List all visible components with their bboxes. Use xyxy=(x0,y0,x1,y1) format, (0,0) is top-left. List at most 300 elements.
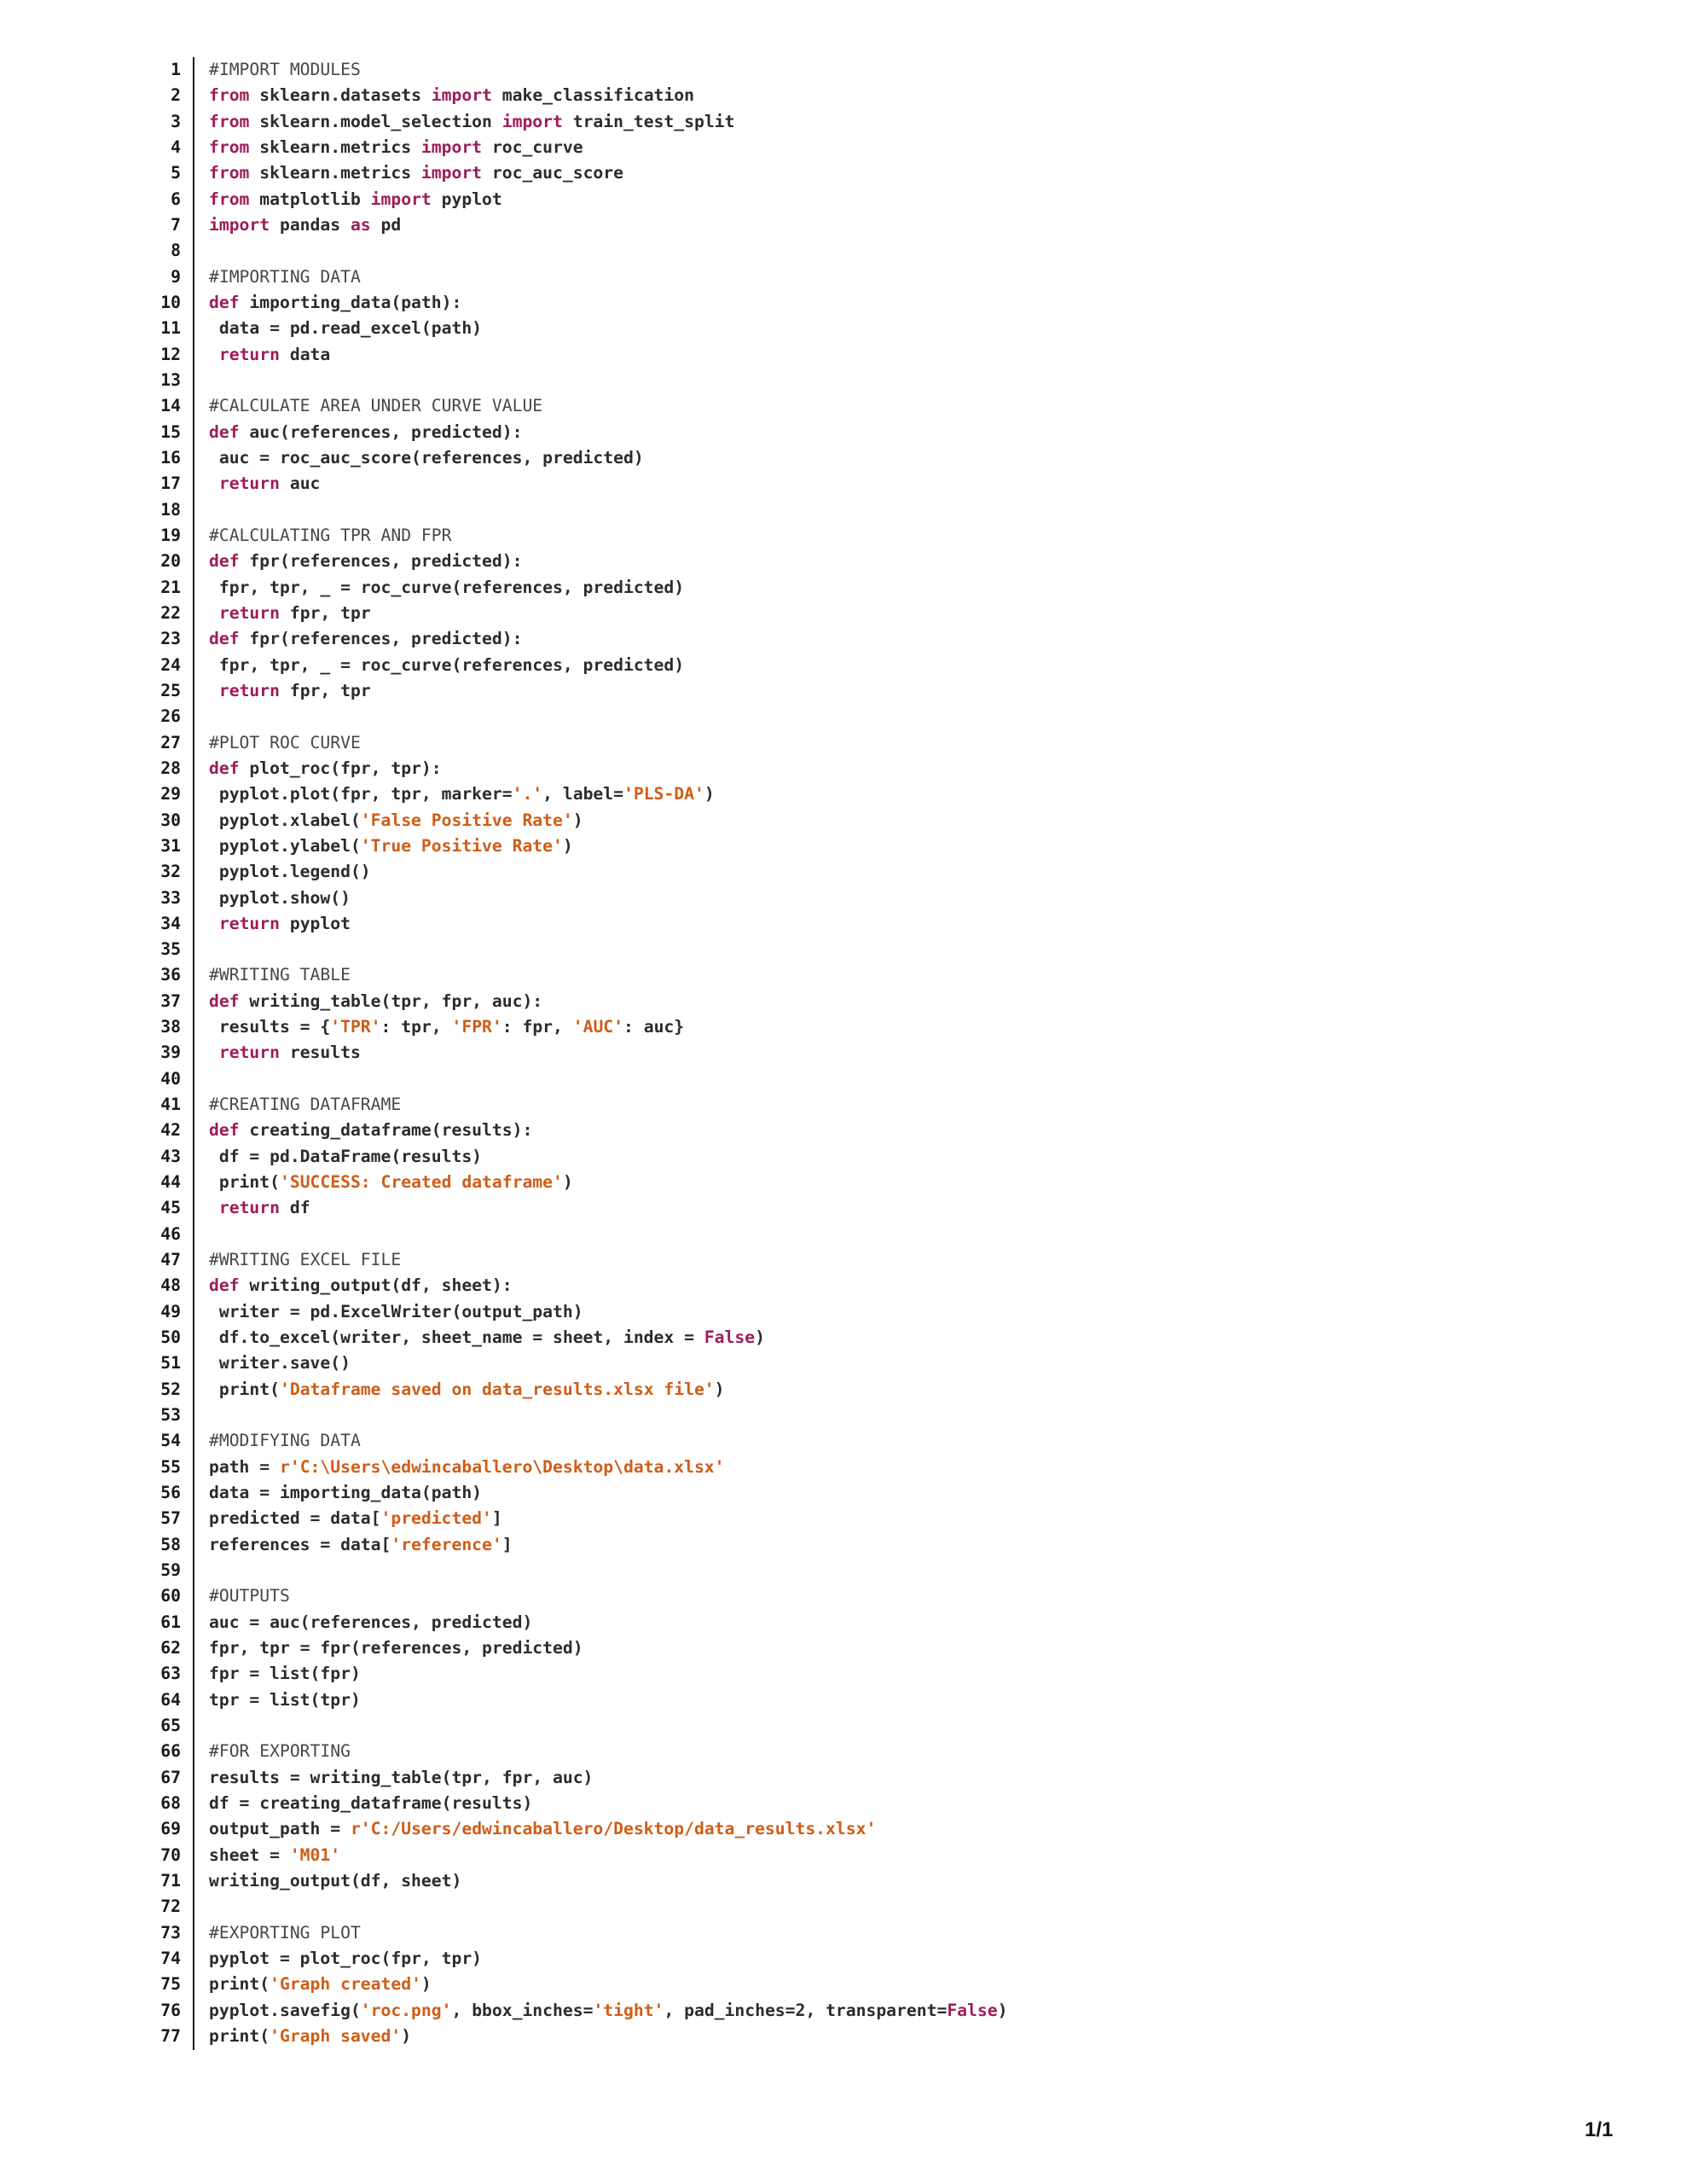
comment-token: #FOR EXPORTING xyxy=(209,1741,351,1762)
keyword-token: return xyxy=(218,680,280,700)
line-content xyxy=(181,393,542,419)
line-content xyxy=(181,1299,583,1325)
line-content xyxy=(181,1170,573,1195)
code-token: data = importing_data(path) xyxy=(209,1483,483,1503)
code-token: , bbox_inches= xyxy=(451,2000,594,2020)
line-content xyxy=(181,1118,532,1143)
line-content xyxy=(181,911,351,937)
keyword-token: return xyxy=(218,1043,280,1063)
code-line xyxy=(136,2024,1007,2049)
keyword-token: False xyxy=(704,1327,756,1348)
keyword-token: from xyxy=(209,189,250,209)
comment-token: #PLOT ROC CURVE xyxy=(209,732,361,752)
code-token: sheet = xyxy=(209,1844,290,1865)
code-line xyxy=(136,1377,1007,1403)
code-token: ) xyxy=(714,1379,725,1399)
string-token: 'TPR' xyxy=(330,1017,381,1037)
line-number: 22 xyxy=(160,602,181,623)
line-content xyxy=(181,1868,461,1894)
keyword-token: def xyxy=(209,758,240,778)
code-token: pd xyxy=(370,214,402,235)
comment-token: #OUTPUTS xyxy=(209,1586,290,1606)
code-token: ] xyxy=(501,1534,513,1554)
line-number: 24 xyxy=(160,654,181,675)
line-content xyxy=(181,1144,482,1170)
code-token: , pad_inches=2, transparent= xyxy=(664,2000,948,2020)
line-number: 45 xyxy=(160,1198,181,1218)
line-number: 58 xyxy=(160,1534,181,1554)
code-token: tpr = list(tpr) xyxy=(209,1689,361,1710)
line-content xyxy=(181,886,351,911)
line-content xyxy=(181,1583,290,1609)
comment-token: #CREATING DATAFRAME xyxy=(209,1095,402,1115)
line-number: 17 xyxy=(160,473,181,494)
line-number: 59 xyxy=(160,1560,181,1581)
keyword-token: def xyxy=(209,292,240,312)
line-content xyxy=(181,1273,513,1298)
line-content xyxy=(181,212,401,238)
comment-token: #CALCULATE AREA UNDER CURVE VALUE xyxy=(209,396,543,416)
code-line xyxy=(136,1920,1007,1946)
line-content xyxy=(181,445,644,471)
line-number: 31 xyxy=(160,835,181,856)
line-content xyxy=(181,1222,209,1247)
line-content xyxy=(181,368,209,393)
code-token xyxy=(209,473,219,493)
line-number: 60 xyxy=(160,1586,181,1606)
code-token xyxy=(209,603,219,623)
code-line xyxy=(136,626,1007,652)
line-number: 56 xyxy=(160,1483,181,1503)
code-token: pyplot.plot(fpr, tpr, marker= xyxy=(209,784,513,804)
code-token: print( xyxy=(209,1974,270,1995)
line-number: 48 xyxy=(160,1275,181,1296)
line-content xyxy=(181,471,320,497)
line-number: 67 xyxy=(160,1767,181,1787)
line-content xyxy=(181,1506,502,1531)
comment-token: #EXPORTING PLOT xyxy=(209,1922,361,1943)
keyword-token: return xyxy=(218,344,280,364)
code-line xyxy=(136,1946,1007,1972)
keyword-token: def xyxy=(209,1120,240,1141)
line-number: 36 xyxy=(160,965,181,985)
line-number: 47 xyxy=(160,1250,181,1270)
line-content xyxy=(181,1428,361,1454)
code-token: : fpr, xyxy=(501,1017,573,1037)
line-content xyxy=(181,1403,209,1428)
code-line xyxy=(136,1428,1007,1454)
code-token: ) xyxy=(420,1974,432,1995)
line-number: 51 xyxy=(160,1353,181,1374)
keyword-token: return xyxy=(218,1198,280,1218)
code-token: path = xyxy=(209,1456,280,1477)
code-line xyxy=(136,1791,1007,1816)
line-number: 75 xyxy=(160,1974,181,1995)
line-number: 53 xyxy=(160,1405,181,1426)
code-line xyxy=(136,420,1007,445)
code-token: fpr(references, predicted): xyxy=(239,551,523,572)
code-token xyxy=(209,914,219,933)
line-content xyxy=(181,1687,361,1713)
code-line xyxy=(136,989,1007,1014)
code-line xyxy=(136,290,1007,316)
comment-token: #WRITING TABLE xyxy=(209,965,351,985)
line-number: 73 xyxy=(160,1922,181,1943)
code-line xyxy=(136,1273,1007,1298)
line-number: 43 xyxy=(160,1146,181,1166)
code-token: sklearn.metrics xyxy=(249,163,421,183)
code-token: sklearn.model_selection xyxy=(249,111,502,131)
code-line xyxy=(136,937,1007,962)
code-line xyxy=(136,678,1007,704)
string-token: 'M01' xyxy=(289,1844,341,1865)
line-content xyxy=(181,1040,361,1066)
line-content xyxy=(181,704,209,729)
code-token: sklearn.datasets xyxy=(249,85,432,106)
line-number: 50 xyxy=(160,1327,181,1348)
code-line xyxy=(136,730,1007,756)
line-number: 52 xyxy=(160,1379,181,1399)
line-content xyxy=(181,1972,432,1997)
line-number: 25 xyxy=(160,680,181,700)
keyword-token: import xyxy=(370,189,432,209)
code-line xyxy=(136,1222,1007,1247)
code-token: roc_curve xyxy=(482,136,583,157)
code-token: writer = pd.ExcelWriter(output_path) xyxy=(209,1301,583,1321)
line-number: 63 xyxy=(160,1664,181,1684)
string-token: 'reference' xyxy=(391,1534,502,1554)
code-line xyxy=(136,445,1007,471)
line-content xyxy=(181,187,502,212)
code-line xyxy=(136,704,1007,729)
code-line xyxy=(136,549,1007,574)
line-content xyxy=(181,1998,1007,2024)
code-line xyxy=(136,1014,1007,1040)
code-token: results = { xyxy=(209,1017,331,1037)
line-number: 74 xyxy=(160,1948,181,1968)
string-token: 'Graph saved' xyxy=(270,2025,402,2046)
code-token: predicted = data[ xyxy=(209,1508,381,1529)
line-number: 35 xyxy=(160,939,181,960)
code-line xyxy=(136,1661,1007,1687)
string-token: 'predicted' xyxy=(380,1508,492,1529)
code-line xyxy=(136,1558,1007,1583)
code-token: print( xyxy=(209,2025,270,2046)
line-number: 64 xyxy=(160,1689,181,1710)
code-token: ) xyxy=(572,810,583,830)
line-content xyxy=(181,497,209,523)
line-number: 6 xyxy=(171,189,181,209)
code-token: : tpr, xyxy=(380,1017,452,1037)
code-token: ) xyxy=(704,784,715,804)
keyword-token: def xyxy=(209,629,240,649)
line-content xyxy=(181,1610,532,1635)
code-line xyxy=(136,523,1007,549)
line-number: 1 xyxy=(171,60,181,79)
string-token: 'tight' xyxy=(593,2000,664,2020)
code-token: df.to_excel(writer, sheet_name = sheet, index = xyxy=(209,1327,704,1348)
line-content xyxy=(181,420,522,445)
line-number: 72 xyxy=(160,1896,181,1917)
line-content xyxy=(181,1092,401,1118)
line-number: 27 xyxy=(160,732,181,752)
line-number: 68 xyxy=(160,1792,181,1813)
line-content xyxy=(181,1480,482,1506)
code-line xyxy=(136,316,1007,341)
code-line xyxy=(136,575,1007,601)
line-number: 13 xyxy=(160,369,181,390)
code-line xyxy=(136,109,1007,135)
line-number: 30 xyxy=(160,810,181,830)
keyword-token: def xyxy=(209,551,240,572)
line-number: 77 xyxy=(160,2025,181,2046)
code-line xyxy=(136,886,1007,911)
code-token: pyplot.ylabel( xyxy=(209,835,361,856)
code-line xyxy=(136,1739,1007,1764)
code-token: pyplot.savefig( xyxy=(209,2000,361,2020)
line-number: 39 xyxy=(160,1043,181,1063)
keyword-token: import xyxy=(501,111,563,131)
code-line xyxy=(136,1350,1007,1376)
code-line xyxy=(136,368,1007,393)
code-line xyxy=(136,1765,1007,1791)
code-line xyxy=(136,962,1007,988)
code-token: fpr, tpr, _ = roc_curve(references, predicted) xyxy=(209,654,685,675)
line-content xyxy=(181,1661,361,1687)
code-token: ] xyxy=(491,1508,502,1529)
string-token: 'roc.png' xyxy=(360,2000,452,2020)
line-content xyxy=(181,781,715,807)
line-number: 62 xyxy=(160,1638,181,1658)
code-token: fpr, tpr, _ = roc_curve(references, predicted) xyxy=(209,577,685,597)
code-line xyxy=(136,1972,1007,1997)
line-number: 15 xyxy=(160,421,181,442)
line-number: 65 xyxy=(160,1716,181,1735)
line-number: 38 xyxy=(160,1017,181,1037)
code-token: writing_output(df, sheet): xyxy=(239,1275,513,1296)
code-token: fpr, tpr xyxy=(279,602,371,623)
code-line xyxy=(136,1998,1007,2024)
string-token: 'True Positive Rate' xyxy=(360,835,563,856)
code-token xyxy=(209,1198,219,1217)
line-number: 5 xyxy=(171,163,181,183)
code-token: df xyxy=(279,1198,310,1218)
comment-token: #WRITING EXCEL FILE xyxy=(209,1250,402,1270)
comment-token: #IMPORT MODULES xyxy=(209,60,361,79)
line-number: 12 xyxy=(160,344,181,364)
string-token: 'Dataframe saved on data_results.xlsx file' xyxy=(279,1379,715,1399)
line-number: 11 xyxy=(160,318,181,339)
line-number: 76 xyxy=(160,2000,181,2020)
code-token: auc = roc_auc_score(references, predicted) xyxy=(209,447,644,468)
line-number: 9 xyxy=(171,266,181,287)
code-line xyxy=(136,1092,1007,1118)
code-token: results xyxy=(279,1043,361,1063)
code-line xyxy=(136,393,1007,419)
line-content xyxy=(181,135,583,160)
code-line xyxy=(136,1118,1007,1143)
keyword-token: as xyxy=(350,214,371,235)
keyword-token: import xyxy=(420,136,483,157)
code-token: pyplot = plot_roc(fpr, tpr) xyxy=(209,1948,483,1968)
line-content xyxy=(181,57,361,83)
code-token: ) xyxy=(997,2000,1008,2020)
code-token: df = creating_dataframe(results) xyxy=(209,1792,533,1813)
line-number: 40 xyxy=(160,1068,181,1089)
string-token: 'False Positive Rate' xyxy=(360,810,573,830)
line-content xyxy=(181,937,209,962)
keyword-token: from xyxy=(209,85,250,106)
string-token: 'FPR' xyxy=(451,1017,502,1037)
code-line xyxy=(136,1843,1007,1868)
line-content xyxy=(181,1066,209,1092)
code-token: roc_auc_score xyxy=(482,163,623,183)
code-token: creating_dataframe(results): xyxy=(239,1120,533,1141)
line-content xyxy=(181,1843,340,1868)
code-line xyxy=(136,1195,1007,1221)
keyword-token: def xyxy=(209,1275,240,1296)
code-line xyxy=(136,264,1007,290)
code-line xyxy=(136,471,1007,497)
code-line xyxy=(136,1144,1007,1170)
code-token: matplotlib xyxy=(249,189,371,209)
code-line xyxy=(136,1894,1007,1920)
line-content xyxy=(181,1325,765,1350)
line-content xyxy=(181,316,482,341)
code-token: pyplot xyxy=(431,189,502,209)
code-line xyxy=(136,160,1007,186)
code-token: writing_table(tpr, fpr, auc): xyxy=(239,990,543,1011)
line-content xyxy=(181,962,351,988)
line-content xyxy=(181,756,442,781)
code-token: ) xyxy=(755,1327,765,1348)
line-number: 28 xyxy=(160,758,181,778)
page-number: 1/1 xyxy=(1585,2118,1614,2141)
code-token: pyplot.show() xyxy=(209,887,351,908)
code-token: pyplot.xlabel( xyxy=(209,810,361,830)
line-content xyxy=(181,1532,513,1558)
line-content xyxy=(181,549,522,574)
line-number: 16 xyxy=(160,447,181,468)
comment-token: #IMPORTING DATA xyxy=(209,266,361,287)
string-token: r'C:/Users/edwincaballero/Desktop/data_results.xlsx' xyxy=(350,1819,877,1839)
string-token: 'PLS-DA' xyxy=(623,784,704,804)
line-number: 10 xyxy=(160,292,181,312)
keyword-token: import xyxy=(420,163,483,183)
line-content xyxy=(181,730,361,756)
line-number: 42 xyxy=(160,1120,181,1141)
code-line xyxy=(136,781,1007,807)
line-content xyxy=(181,575,684,601)
line-content xyxy=(181,1713,209,1739)
code-token: references = data[ xyxy=(209,1534,391,1554)
line-content xyxy=(181,1739,351,1764)
line-number: 7 xyxy=(171,214,181,235)
code-line xyxy=(136,911,1007,937)
code-line xyxy=(136,859,1007,885)
line-number: 44 xyxy=(160,1172,181,1193)
code-token: ) xyxy=(562,835,573,856)
code-token: auc = auc(references, predicted) xyxy=(209,1612,533,1632)
line-content xyxy=(181,601,371,626)
line-number: 21 xyxy=(160,577,181,597)
code-token xyxy=(209,345,219,364)
code-line xyxy=(136,653,1007,678)
line-content xyxy=(181,523,451,549)
code-line xyxy=(136,1325,1007,1350)
line-content xyxy=(181,238,209,264)
line-number: 18 xyxy=(160,499,181,520)
code-line xyxy=(136,1816,1007,1842)
code-token xyxy=(209,1043,219,1062)
keyword-token: return xyxy=(218,473,280,494)
line-content xyxy=(181,264,361,290)
code-token: auc xyxy=(279,473,321,494)
code-token: plot_roc(fpr, tpr): xyxy=(239,758,442,778)
line-number: 2 xyxy=(171,85,181,106)
line-number: 49 xyxy=(160,1301,181,1321)
code-token: , label= xyxy=(542,784,623,804)
string-token: 'Graph created' xyxy=(270,1974,421,1995)
line-number: 19 xyxy=(160,525,181,545)
keyword-token: from xyxy=(209,136,250,157)
code-line xyxy=(136,1455,1007,1480)
code-line xyxy=(136,1635,1007,1661)
keyword-token: False xyxy=(947,2000,998,2020)
line-number: 54 xyxy=(160,1431,181,1451)
code-line xyxy=(136,1713,1007,1739)
line-content xyxy=(181,859,371,885)
line-content xyxy=(181,160,623,186)
line-number: 71 xyxy=(160,1870,181,1891)
line-content xyxy=(181,626,522,652)
line-content xyxy=(181,1377,725,1403)
code-token: : auc} xyxy=(623,1017,685,1037)
keyword-token: from xyxy=(209,163,250,183)
line-content xyxy=(181,1791,532,1816)
keyword-token: return xyxy=(218,602,280,623)
line-number: 34 xyxy=(160,913,181,933)
code-token: sklearn.metrics xyxy=(249,136,421,157)
line-number: 70 xyxy=(160,1844,181,1865)
code-token: train_test_split xyxy=(562,111,735,131)
line-number: 26 xyxy=(160,706,181,727)
line-number: 57 xyxy=(160,1508,181,1529)
line-number: 66 xyxy=(160,1741,181,1762)
code-line xyxy=(136,1583,1007,1609)
code-token: auc(references, predicted): xyxy=(239,421,523,442)
line-content xyxy=(181,653,684,678)
line-content xyxy=(181,989,542,1014)
code-token: print( xyxy=(209,1379,280,1399)
code-token: ) xyxy=(401,2025,412,2046)
line-content xyxy=(181,1195,310,1221)
line-content xyxy=(181,678,371,704)
keyword-token: import xyxy=(209,214,270,235)
line-number: 20 xyxy=(160,551,181,572)
code-line xyxy=(136,342,1007,368)
code-token xyxy=(209,681,219,700)
keyword-token: def xyxy=(209,990,240,1011)
code-line xyxy=(136,808,1007,834)
code-line xyxy=(136,1066,1007,1092)
code-token: fpr, tpr xyxy=(279,680,371,700)
line-number: 41 xyxy=(160,1095,181,1115)
line-content xyxy=(181,1558,209,1583)
code-token: data xyxy=(279,344,331,364)
code-token: pyplot xyxy=(279,913,351,933)
code-token: df = pd.DataFrame(results) xyxy=(209,1146,483,1166)
